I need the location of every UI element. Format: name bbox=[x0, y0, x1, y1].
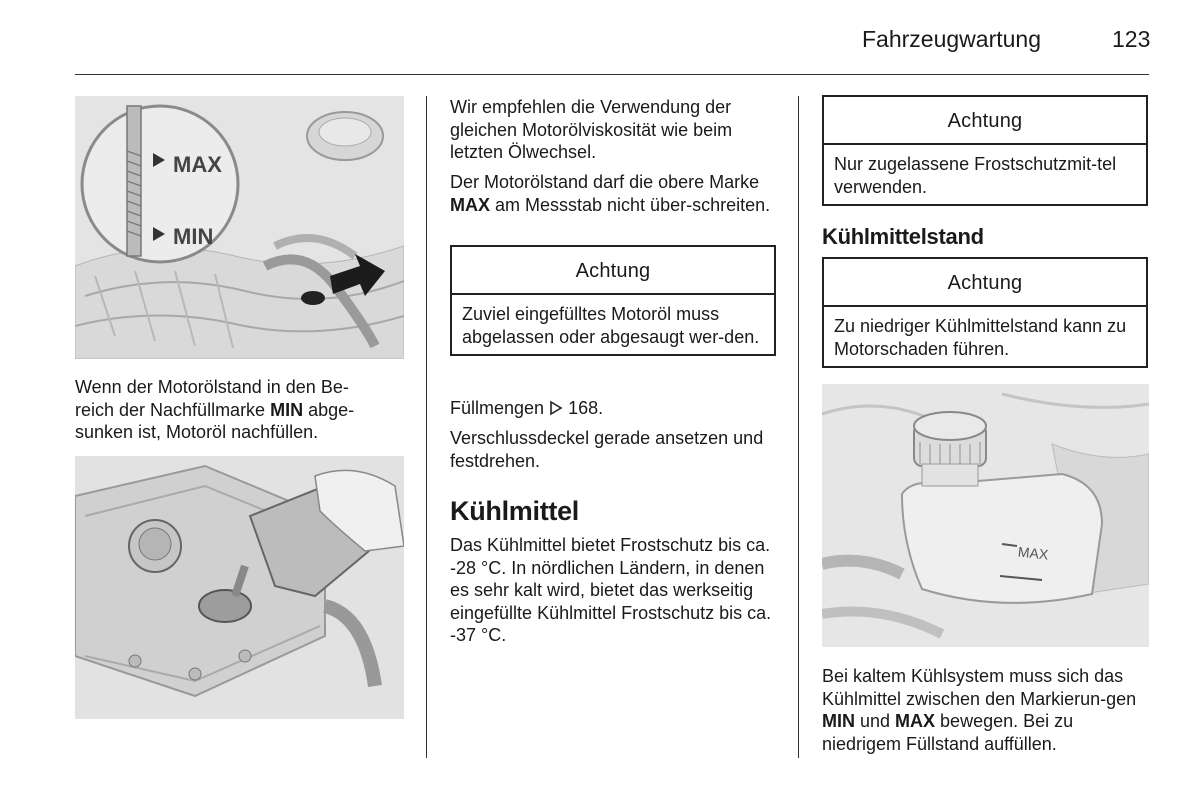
coolant-reservoir-figure bbox=[822, 384, 1149, 647]
arrow-reference-icon bbox=[549, 399, 563, 422]
subheading-coolant-level: Kühlmittelstand bbox=[822, 224, 984, 249]
warning-text: Zuviel eingefülltes Motoröl muss abgelassen oder abgesaugt wer-den. bbox=[462, 304, 760, 347]
header-divider bbox=[75, 74, 1149, 75]
coolant-max-label: MAX bbox=[1017, 543, 1050, 563]
frost-protection-paragraph: Das Kühlmittel bietet Frostschutz bis ca. -28 °C. In nördlichen Ländern, in denen es sehr kalt wird, bietet das werkseitig eingefüllte Kühlmittel Frostschutz bis ca. -37 °C. bbox=[450, 535, 772, 645]
page-header-title: Fahrzeugwartung bbox=[862, 26, 1041, 52]
column-divider-2 bbox=[798, 96, 799, 758]
dipstick-min-label: MIN bbox=[173, 224, 214, 249]
page-number: 123 bbox=[1112, 26, 1151, 52]
oil-refill-paragraph: Wenn der Motorölstand in den Be- reich der Nachfüllmarke MIN abge- sunken ist, Motoröl nachfüllen. bbox=[75, 377, 355, 442]
warning-heading: Achtung bbox=[452, 247, 774, 295]
warning-text: Zu niedriger Kühlmittelstand kann zu Motorschaden führen. bbox=[834, 316, 1127, 359]
warning-box-antifreeze bbox=[822, 95, 1148, 206]
warning-box-overfill bbox=[450, 245, 776, 356]
fill-quantities-reference[interactable]: Füllmengen 168. bbox=[450, 397, 780, 422]
warning-heading: Achtung bbox=[824, 259, 1146, 307]
oil-filling-figure bbox=[75, 456, 404, 719]
viscosity-paragraph: Wir empfehlen die Verwendung der gleichen Motorölviskosität wie beim letzten Ölwechsel. bbox=[450, 97, 733, 162]
dipstick-max-label: MAX bbox=[173, 152, 222, 177]
warning-box-low-coolant bbox=[822, 257, 1148, 368]
column-divider-1 bbox=[426, 96, 427, 758]
dipstick-figure bbox=[75, 96, 404, 359]
warning-heading: Achtung bbox=[824, 97, 1146, 145]
coolant-level-paragraph: Bei kaltem Kühlsystem muss sich das Kühlmittel zwischen den Markierun-gen MIN und MAX bewegen. Bei zu niedrigem Füllstand auffüllen. bbox=[822, 666, 1137, 754]
warning-text: Nur zugelassene Frostschutzmit-tel verwenden. bbox=[834, 154, 1117, 197]
cap-paragraph: Verschlussdeckel gerade ansetzen und festdrehen. bbox=[450, 428, 764, 471]
max-level-paragraph: Der Motorölstand darf die obere Marke MAX am Messstab nicht über-schreiten. bbox=[450, 172, 771, 215]
section-heading-coolant: Kühlmittel bbox=[450, 496, 579, 526]
